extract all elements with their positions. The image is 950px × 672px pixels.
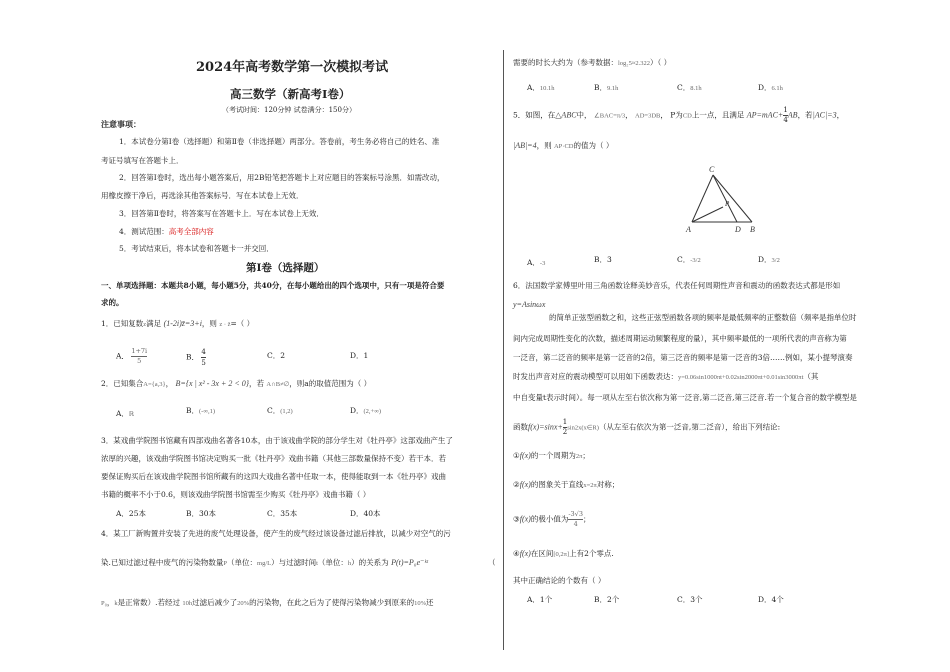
q4-option-b[interactable]: B．9.1h [594, 83, 619, 92]
question-4-line-3: P₀，k是正常数）.若经过 10h过滤后减少了20%的污染物，在此之后为了使得污染物减少到原来的10%还 [101, 598, 434, 607]
q3-option-c[interactable]: C．35本 [267, 509, 298, 518]
q6-option-a[interactable]: A．1个 [527, 595, 553, 604]
segment-cd [713, 175, 737, 222]
triangle-figure [680, 160, 780, 235]
question-3-line-1: 3．某戏曲学院图书馆藏有四部戏曲名著各10本，由于该戏曲学院的部分学生对《牡丹亭》这部戏曲产生了 [101, 436, 453, 445]
column-divider [503, 50, 504, 650]
q1-option-c[interactable]: C．2 [267, 351, 286, 360]
q4-option-a[interactable]: A．10.1h [527, 83, 555, 92]
notice-item-1-cont: 考证号填写在答题卡上． [101, 156, 184, 165]
q4-option-c[interactable]: C．8.1h [677, 83, 702, 92]
question-5-line-2: |AB|=4，则 AP·CD的值为（ ） [513, 141, 614, 150]
question-4-line-1: 4．某工厂新购置并安装了先进的废气处理设备，使产生的废气经过该设备过滤后排放，以减少对空气的污 [101, 529, 451, 538]
notice-item-5: 5．考试结束后，将本试卷和答题卡一并交回． [119, 244, 274, 253]
q5-option-b[interactable]: B．3 [594, 255, 612, 264]
notice-item-2-cont: 用橡皮擦干净后，再选涂其他答案标号．写在本试卷上无效． [101, 191, 304, 200]
segment-ap [692, 207, 723, 222]
q1-option-b[interactable]: B． $\frac{4}{5}$ [186, 348, 206, 367]
notice-item-4: 4．测试范围：高考全部内容 [119, 227, 214, 236]
q6-option-b[interactable]: B．2个 [594, 595, 620, 604]
edge-cb [713, 175, 752, 222]
q6-conclusion-1: ①f(x)的一个周期为2π； [513, 451, 590, 460]
question-3-line-2: 浓厚的兴趣，该戏曲学院图书馆决定购买一批《牡丹亭》戏曲书籍（其他三部数量保持不变）若干本．若 [101, 454, 446, 463]
notice-item-1: 1．本试卷分第Ⅰ卷（选择题）和第Ⅱ卷（非选择题）两部分。答卷前，考生务必将自己的姓名、准 [119, 137, 440, 146]
q6-conclusion-4: ④f(x)在区间[0,2π]上有2个零点. [513, 549, 614, 558]
q3-option-b[interactable]: B．30本 [186, 509, 217, 518]
question-6-line-1: 6．法国数学家傅里叶用三角函数诠释美妙音乐，代表任何周期性声音和震动的函数表达式都是形如 [513, 281, 841, 290]
q2-option-b[interactable]: B．(-∞,1) [186, 406, 216, 415]
q6-conclusion-2: ②f(x)的图象关于直线x=2π对称； [513, 480, 620, 489]
question-5-line-1: 5．如图，在△ABC中， ∠BAC=π/3， AD=3DB， P为CD上一点，且满足 $AP=mAC+\frac{1}{4}$ AB，若|AC|=3， [513, 106, 845, 124]
q5-option-c[interactable]: C．-3/2 [677, 255, 701, 264]
q2-option-d[interactable]: D．(2,+∞) [350, 406, 382, 415]
label-a: A [686, 225, 691, 234]
label-d: D [735, 225, 741, 234]
question-3-line-4: 书籍的概率不小于0.6，则该戏曲学院图书馆需至少购买《牡丹亭》戏曲书籍（ ） [101, 490, 371, 499]
question-6-line-2: 的简单正弦型函数之和，这些正弦型函数各项的频率是最低频率的正整数倍（频率是指单位时 [549, 313, 857, 322]
label-b: B [750, 225, 755, 234]
q4-paren: （ [488, 558, 496, 567]
notice-item-2: 2．回答第Ⅰ卷时，选出每小题答案后，用2B铅笔把答题卡上对应题目的答案标号涂黑．如需改动， [119, 173, 445, 182]
q6-conclusion-3: ③f(x)的极小值为$\frac{-3√3}{4}$ ； [513, 510, 591, 528]
q4-option-d[interactable]: D．6.1h [758, 83, 783, 92]
question-6-line-5: 时发出声音对应的震动模型可以用如下函数表达：y=0.06sin1000πt+0.02sin2000πt+0.01sin3000πt（其 [513, 372, 819, 381]
q5-option-a[interactable]: A．-3 [527, 258, 546, 267]
question-6-formula-y: y=Asinωx [513, 300, 546, 309]
question-4-line-2: 染.已知过滤过程中废气的污染物数量P（单位：mg/L）与过滤时间t（单位：h）的关系为 P(t)=P₀e⁻ᵏᵗ [101, 558, 428, 567]
q3-option-d[interactable]: D．40本 [350, 509, 381, 518]
exam-title: 2024年高考数学第一次模拟考试 [196, 60, 389, 75]
exam-subtitle: 高三数学（新高考Ⅰ卷） [230, 87, 351, 101]
q1-option-d[interactable]: D．1 [350, 351, 369, 360]
q4-continued: 需要的时长大约为（参考数据：log₂5≈2.322）（ ） [513, 58, 672, 67]
part1-instructions-cont: 求的。 [101, 298, 124, 307]
q1-option-a[interactable]: A． $\frac{1+7i}{5}$ [116, 347, 148, 365]
part1-instructions: 一、单项选择题：本题共8小题，每小题5分，共40分，在每小题给出的四个选项中，只有一项是符合要 [101, 281, 445, 290]
test-scope: 高考全部内容 [168, 227, 214, 236]
edge-ac [692, 175, 713, 222]
q3-option-a[interactable]: A．25本 [116, 509, 146, 518]
question-2: 2．已知集合A={a,3}， B={x | x² - 3x + 2 < 0}，若 A∩B≠∅，则a的取值范围为（ ） [101, 379, 372, 388]
label-c: C [709, 165, 715, 174]
question-6-line-7: 函数$f(x)=\sin x+\frac{1}{2}$ sin2x(x∈R)（从左至右依次为第一泛音,第二泛音），给出下列结论: [513, 418, 781, 436]
question-6-prompt: 其中正确结论的个数有（ ） [513, 576, 606, 585]
notice-heading: 注意事项： [101, 119, 141, 129]
label-p: P [725, 200, 730, 208]
exam-info: （考试时间：120分钟 试卷满分：150分） [222, 106, 356, 114]
q6-option-c[interactable]: C．3个 [677, 595, 703, 604]
q2-option-a[interactable]: A．ℝ [116, 409, 135, 418]
notice-item-3: 3．回答第Ⅱ卷时，将答案写在答题卡上．写在本试卷上无效． [119, 209, 324, 218]
q2-option-c[interactable]: C．(1,2) [267, 406, 293, 415]
question-6-line-4: 一泛音，第二泛音的频率是第一泛音的2倍，第三泛音的频率是第一泛音的3倍……例如，某小提琴演奏 [513, 353, 853, 362]
q6-option-d[interactable]: D．4个 [758, 595, 784, 604]
part1-title: 第Ⅰ卷（选择题） [246, 262, 325, 274]
question-6-line-6: 中自变量t表示时间）。每一项从左至右依次称为第一泛音,第二泛音,第三泛音.若一个复合音的数学模型是 [513, 393, 857, 402]
question-3-line-3: 要保证购买后在该戏曲学院图书馆所藏有的这四大戏曲名著中任取一本，使得能取到一本《牡丹亭》戏曲 [101, 472, 446, 481]
question-1: 1．已知复数z满足 (1-2i)z̄=3+i，则 z · z̄=（ ） [101, 319, 255, 328]
question-6-line-3: 间内完成周期性变化的次数，描述周期运动频繁程度的量），其中频率最低的一项所代表的声音称为第 [513, 334, 847, 343]
q5-option-d[interactable]: D．3/2 [758, 255, 780, 264]
